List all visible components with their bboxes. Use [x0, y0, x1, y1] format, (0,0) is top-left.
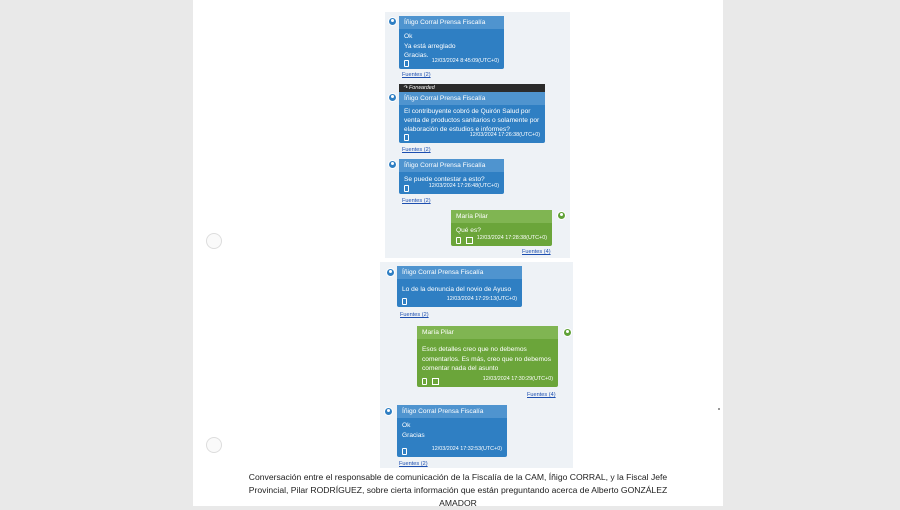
message-sender: María Pilar: [451, 210, 552, 223]
image-icon: [432, 378, 439, 385]
sources-link[interactable]: Fuentes (2): [400, 312, 429, 318]
message-text: Ok Ya está arreglado Gracias.: [404, 33, 456, 60]
sender-avatar-icon: [388, 17, 397, 26]
message-text: Se puede contestar a esto?: [404, 176, 485, 184]
message-bubble-incoming: [397, 266, 522, 307]
sources-link[interactable]: Fuentes (4): [527, 392, 556, 398]
forward-arrow-icon: ↷: [403, 85, 410, 91]
sender-avatar-icon: [384, 407, 393, 416]
sender-avatar-icon: [563, 328, 572, 337]
message-bubble-incoming: [399, 92, 545, 143]
message-timestamp: 12/03/2024 17:28:38(UTC+0): [476, 234, 547, 241]
sources-link[interactable]: Fuentes (2): [402, 72, 431, 78]
message-timestamp: 12/03/2024 17:26:38(UTC+0): [469, 131, 540, 138]
punch-hole-mark: [206, 437, 222, 453]
message-timestamp: 12/03/2024 17:30:29(UTC+0): [482, 375, 553, 382]
phone-icon: [402, 448, 407, 455]
sources-link[interactable]: Fuentes (4): [522, 249, 551, 255]
message-sender: Íñigo Corral Prensa Fiscalía: [399, 16, 504, 29]
message-text: El contribuyente cobró de Quirón Salud por venta de productos sanitarios o solamente por elaboración de estudios e informes?: [404, 108, 540, 133]
phone-icon: [404, 60, 409, 67]
document-caption: [193, 471, 723, 510]
message-timestamp: 12/03/2024 17:29:13(UTC+0): [446, 295, 517, 302]
message-bubble-outgoing: [417, 326, 558, 387]
message-timestamp: 12/03/2024 17:32:53(UTC+0): [431, 445, 502, 452]
sources-link[interactable]: Fuentes (2): [402, 147, 431, 153]
sender-avatar-icon: [388, 93, 397, 102]
message-sender: Íñigo Corral Prensa Fiscalía: [397, 405, 507, 418]
caption-line: Provincial, Pilar RODRÍGUEZ, sobre cierta información que están preguntando acerca de Alberto GONZÁLEZ: [248, 485, 668, 495]
message-timestamp: 12/03/2024 8:45:09(UTC+0): [431, 57, 499, 64]
message-timestamp: 12/03/2024 17:26:48(UTC+0): [428, 182, 499, 189]
punch-hole-mark: [206, 233, 222, 249]
sender-avatar-icon: [388, 160, 397, 169]
message-text: Lo de la denuncia del novio de Ayuso: [402, 286, 512, 294]
forwarded-text: Forwarded: [409, 85, 435, 91]
phone-icon: [404, 134, 409, 141]
phone-icon: [402, 298, 407, 305]
sources-link[interactable]: Fuentes (2): [402, 198, 431, 204]
forwarded-label: [399, 84, 545, 92]
message-sender: Íñigo Corral Prensa Fiscalía: [397, 266, 522, 279]
message-bubble-incoming: [397, 405, 507, 457]
sender-avatar-icon: [386, 268, 395, 277]
message-sender: Íñigo Corral Prensa Fiscalía: [399, 159, 504, 172]
message-sender: María Pilar: [417, 326, 558, 339]
sender-avatar-icon: [557, 211, 566, 220]
message-text: Qué es?: [456, 227, 481, 235]
sources-link[interactable]: Fuentes (2): [399, 461, 428, 467]
phone-icon: [404, 185, 409, 192]
caption-line: Conversación entre el responsable de comunicación de la Fiscalía de la CAM, Íñigo CORRAL, y la Fiscal Jefe: [248, 472, 668, 482]
message-bubble-incoming: [399, 159, 504, 194]
message-sender: Íñigo Corral Prensa Fiscalía: [399, 92, 545, 105]
phone-icon: [422, 378, 427, 385]
message-text: Esos detalles creo que no debemos comentarlos. Es más, creo que no debemos comentar nada del asunto: [422, 346, 552, 373]
message-bubble-outgoing: [451, 210, 552, 246]
message-bubble-incoming: [399, 16, 504, 69]
message-text: Ok Gracias: [402, 422, 425, 439]
image-icon: [466, 237, 473, 244]
phone-icon: [456, 237, 461, 244]
caption-line: AMADOR: [439, 498, 477, 508]
scan-mark: [718, 408, 720, 410]
